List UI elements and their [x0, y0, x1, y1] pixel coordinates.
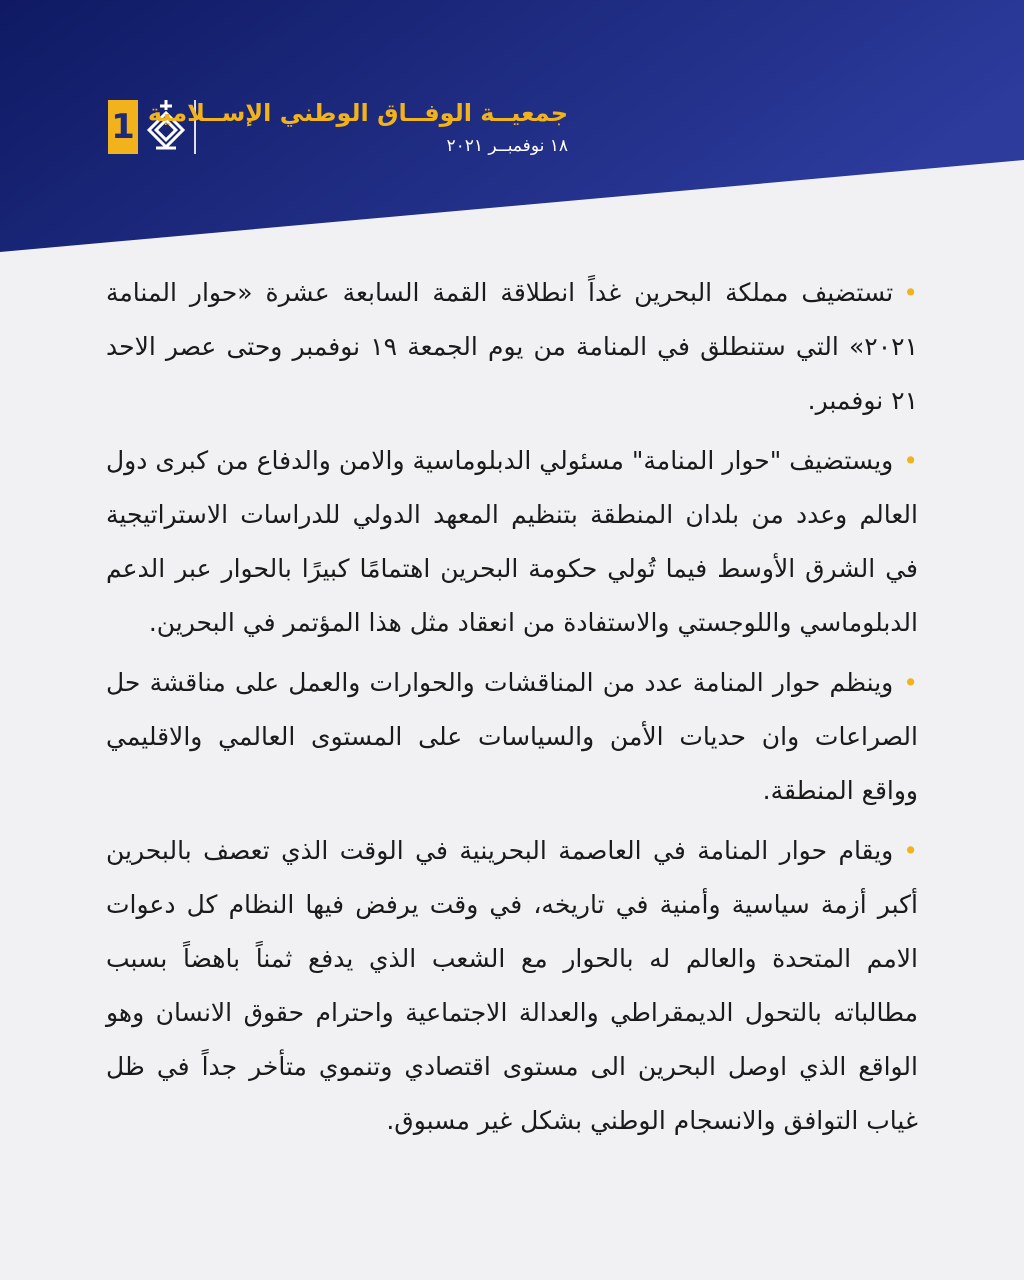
- paragraph-text: ويقام حوار المنامة في العاصمة البحرينية في الوقت الذي تعصف بالبحرين أكبر أزمة سياسية وأمنية في تاريخه، في وقت يرفض فيها النظام كل دعوات الامم المتحدة والعالم له بالحوار مع الشعب الذي يدفع ثمناً باهضاً بسبب مطالباته بالتحول الديمقراطي والعدالة الاجتماعية واحترام حقوق الانسان وهو الواقع الذي اوصل البحرين الى مستوى اقتصادي وتنموي متأخر جداً في ظل غياب التوافق والانسجام الوطني بشكل غير مسبوق.: [106, 836, 918, 1135]
- article-body: [106, 266, 918, 1154]
- bullet-icon: •: [903, 668, 918, 697]
- paragraph: [106, 824, 918, 1148]
- publication-date: ١٨ نوفمبــر ٢٠٢١: [446, 136, 568, 156]
- paragraph: [106, 266, 918, 428]
- paragraph: [106, 656, 918, 818]
- paragraph-text: ويستضيف "حوار المنامة" مسئولي الدبلوماسية والامن والدفاع من كبرى دول العالم وعدد من بلدان المنطقة بتنظيم المعهد الدولي للدراسات الاستراتيجية في الشرق الأوسط فيما تُولي حكومة البحرين اهتمامًا كبيرًا بالحوار عبر الدعم الدبلوماسي واللوجستي والاستفادة من انعقاد مثل هذا المؤتمر في البحرين.: [106, 446, 918, 637]
- bullet-icon: •: [903, 446, 918, 475]
- page-number-badge: 1: [108, 100, 138, 154]
- organization-name: جمعيــة الوفــاق الوطني الإســلامية: [147, 99, 568, 127]
- header: [108, 96, 568, 160]
- bullet-icon: •: [903, 836, 918, 865]
- paragraph-text: تستضيف مملكة البحرين غداً انطلاقة القمة السابعة عشرة «حوار المنامة ٢٠٢١» التي ستنطلق في المنامة من يوم الجمعة ١٩ نوفمبر وحتى عصر الاحد ٢١ نوفمبر.: [106, 278, 918, 415]
- bullet-icon: •: [903, 278, 918, 307]
- paragraph-text: وينظم حوار المنامة عدد من المناقشات والحوارات والعمل على مناقشة حل الصراعات وان حديات الأمن والسياسات على المستوى العالمي والاقليمي وواقع المنطقة.: [106, 668, 918, 805]
- paragraph: [106, 434, 918, 650]
